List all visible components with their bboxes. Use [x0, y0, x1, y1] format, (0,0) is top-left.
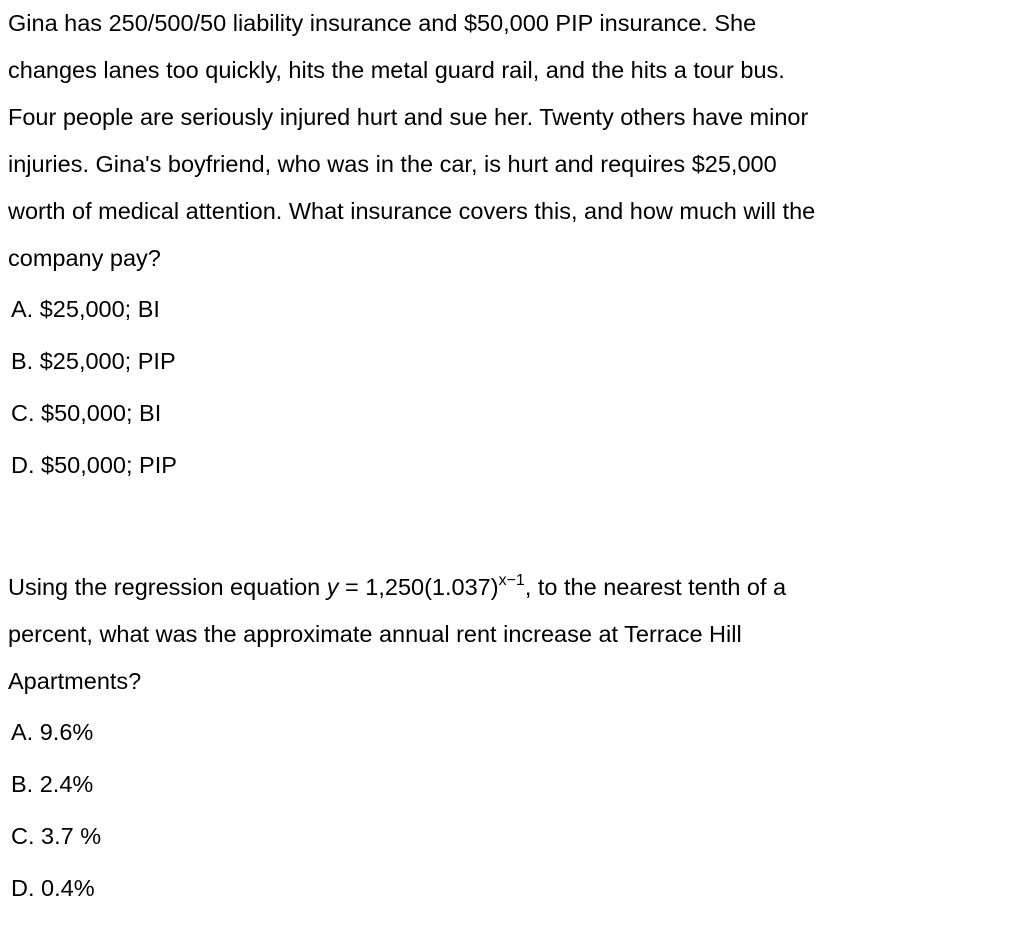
question-2-option-b[interactable]: B. 2.4% — [11, 771, 94, 797]
question-2-stem-line: percent, what was the approximate annual rent increase at Terrace Hill — [8, 621, 742, 647]
question-2-option-c[interactable]: C. 3.7 % — [11, 823, 102, 849]
question-1-option-d[interactable]: D. $50,000; PIP — [11, 452, 177, 478]
question-2-option-a[interactable]: A. 9.6% — [11, 719, 94, 745]
question-1-option-b[interactable]: B. $25,000; PIP — [11, 348, 176, 374]
question-2-stem-before: Using the regression equation — [8, 574, 327, 600]
question-1-option-c[interactable]: C. $50,000; BI — [11, 400, 162, 426]
equation-exponent: x−1 — [498, 572, 525, 589]
question-2-stem-line-equation — [8, 564, 1008, 611]
question-1-stem — [8, 0, 1008, 282]
question-1 — [8, 0, 1008, 491]
question-2 — [8, 564, 1008, 914]
question-2-options — [8, 706, 1008, 914]
question-1-options — [8, 283, 1008, 491]
question-2-stem-after: , to the nearest tenth of a — [524, 574, 787, 600]
question-1-stem-line: Gina has 250/500/50 liability insurance and $50,000 PIP insurance. She — [8, 10, 757, 36]
question-1-stem-line: worth of medical attention. What insurance covers this, and how much will the — [8, 198, 816, 224]
question-1-stem-line: Four people are seriously injured hurt and sue her. Twenty others have minor — [8, 104, 809, 130]
equation-variable-y: y — [326, 574, 339, 600]
question-1-stem-line: injuries. Gina's boyfriend, who was in the car, is hurt and requires $25,000 — [8, 151, 777, 177]
question-1-option-a[interactable]: A. $25,000; BI — [11, 296, 160, 322]
question-2-stem — [8, 564, 1008, 705]
question-2-option-d[interactable]: D. 0.4% — [11, 875, 95, 901]
question-2-stem-line: Apartments? — [8, 668, 142, 694]
equation-base: = 1,250(1.037) — [338, 574, 499, 600]
question-1-stem-line: changes lanes too quickly, hits the metal guard rail, and the hits a tour bus. — [8, 57, 785, 83]
question-1-stem-line: company pay? — [8, 245, 161, 271]
